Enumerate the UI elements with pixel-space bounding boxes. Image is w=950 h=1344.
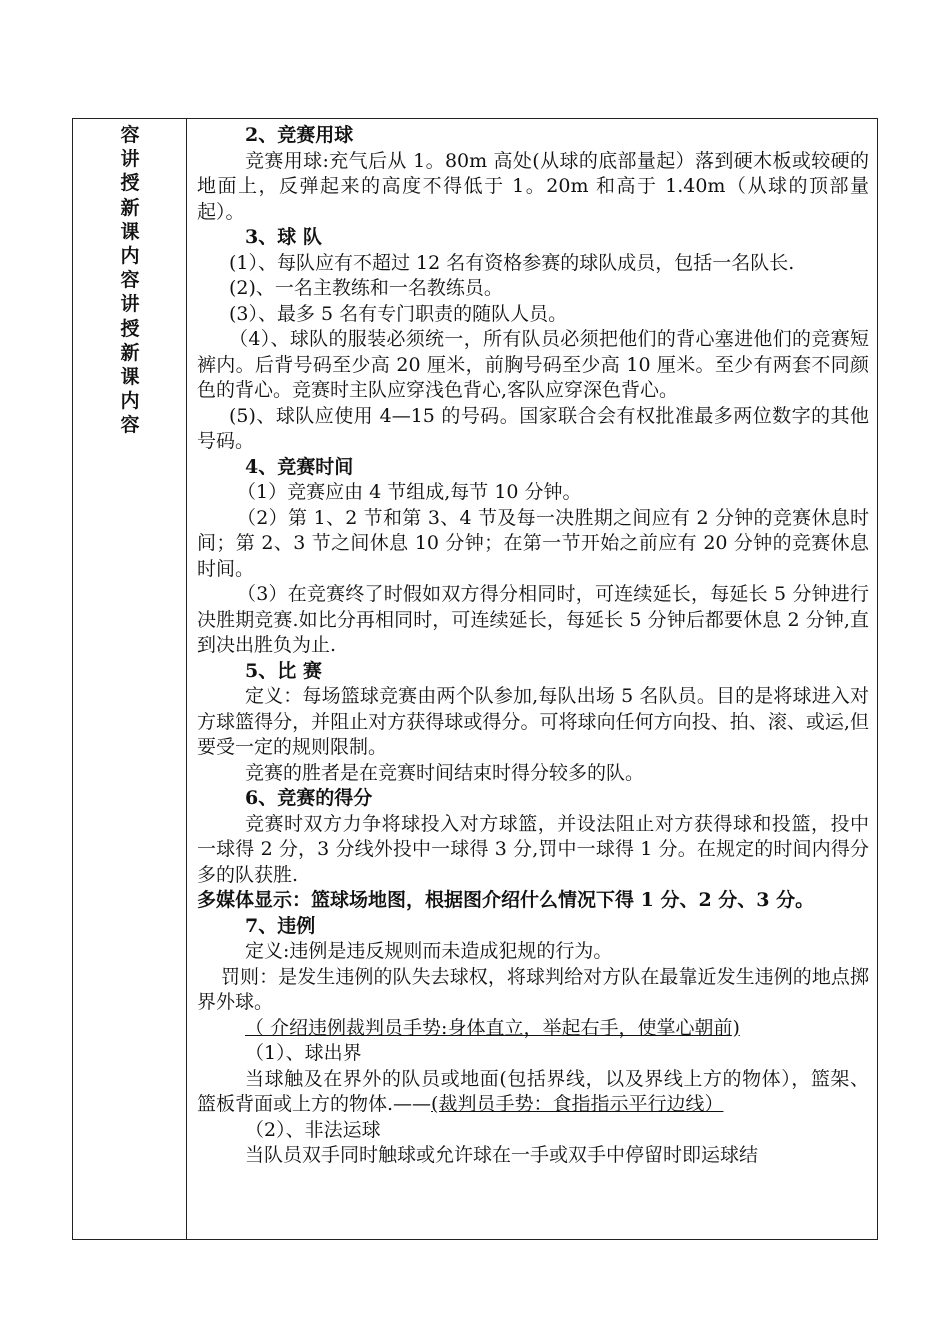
section-heading: 4、竞赛时间: [245, 455, 354, 478]
side-char: 容: [120, 124, 140, 146]
side-char: 课: [120, 366, 140, 389]
side-char: 内: [120, 245, 140, 268]
side-char: 内: [120, 390, 140, 413]
gesture-note: [197, 1016, 869, 1042]
paragraph: 竞赛用球:充气后从 1。80m 高处(从球的底部量起）落到硬木板或较硬的地面上，反弹起来的高度不得低于 1。20m 和高于 1.40m（从球的顶部量起）。: [197, 149, 869, 223]
section-heading: 6、竞赛的得分: [245, 787, 373, 809]
list-item: （4）、球队的服装必须统一，所有队员必须把他们的背心塞进他们的竞赛短裤内。后背号码至少高 20 厘米，前胸号码至少高 10 厘米。至少有两套不同颜色的背心。竞赛时主队应穿浅色背心,客队应穿深色背心。: [197, 328, 869, 401]
gesture-note-text: （ 介绍违例裁判员手势:身体直立，举起右手，使掌心朝前): [245, 1016, 740, 1039]
side-char: 新: [120, 341, 140, 364]
content-cell: [197, 123, 869, 1169]
side-char: 容: [120, 269, 140, 292]
paragraph: 定义：每场篮球竞赛由两个队参加,每队出场 5 名队员。目的是将球进入对方球篮得分，并阻止对方获得球或得分。可将球向任何方向投、拍、滚、或运,但要受一定的规则限制。: [197, 685, 869, 758]
definition-text: 定义:违例是违反规则而未造成犯规的行为。: [245, 940, 613, 962]
section-heading: 5、比 赛: [245, 659, 322, 682]
side-label-cell: [73, 119, 187, 1239]
lesson-table: [72, 118, 878, 1240]
list-item: (1）、每队应有不超过 12 名有资格参赛的球队成员，包括一名队长.: [229, 251, 795, 274]
side-char: 讲: [120, 293, 140, 316]
side-label: [73, 123, 187, 438]
paragraph: 当队员双手同时触球或允许球在一手或双手中停留时即运球结: [245, 1144, 759, 1166]
list-item: （2）第 1、2 节和第 3、4 节及每一决胜期之间应有 2 分钟的竞赛休息时间；第 2、3 节之间休息 10 分钟；在第一节开始之前应有 20 分钟的竞赛休息时间。: [197, 506, 869, 580]
side-char: 讲: [120, 148, 140, 171]
side-char: 容: [120, 414, 140, 437]
side-char: 新: [120, 196, 140, 219]
section-heading: 2、竞赛用球: [245, 124, 354, 146]
out-of-bounds-text: 当球触及在界外的队员或地面(包括界线，以及界线上方的物体），篮架、篮板背面或上方的物体.——: [197, 1067, 869, 1115]
side-char: 授: [120, 172, 140, 195]
paragraph: 竞赛时双方力争将球投入对方球篮，并设法阻止对方获得球和投篮，投中一球得 2 分，3 分线外投中一球得 3 分,罚中一球得 1 分。在规定的时间内得分多的队获胜.: [197, 812, 869, 886]
penalty-text: 罚则：是发生违例的队失去球权，将球判给对方队在最靠近发生违例的地点掷界外球。: [197, 965, 869, 1013]
list-item: (5)、球队应使用 4—15 的号码。国家联合会有权批准最多两位数字的其他号码。: [197, 404, 869, 452]
side-char: 课: [120, 220, 140, 243]
section-heading: 3、球 队: [245, 226, 322, 248]
side-char: 授: [120, 317, 140, 340]
multimedia-note: 多媒体显示：篮球场地图，根据图介绍什么情况下得 1 分、2 分、3 分。: [197, 889, 815, 911]
subsection-title: （1）、球出界: [245, 1042, 362, 1064]
referee-gesture-note: (裁判员手势：食指指示平行边线）: [431, 1093, 724, 1115]
paragraph: [197, 1067, 869, 1118]
paragraph: 竞赛的胜者是在竞赛时间结束时得分较多的队。: [245, 761, 645, 784]
list-item: (2)、一名主教练和一名教练员。: [229, 277, 503, 299]
list-item: （1）竞赛应由 4 节组成,每节 10 分钟。: [237, 481, 582, 503]
section-heading: 7、违例: [245, 914, 316, 937]
list-item: (3）、最多 5 名有专门职责的随队人员。: [229, 302, 568, 325]
list-item: （3）在竞赛终了时假如双方得分相同时，可连续延长，每延长 5 分钟进行决胜期竞赛.如比分再相同时，可连续延长，每延长 5 分钟后都要休息 2 分钟,直到决出胜负为止.: [197, 583, 869, 656]
subsection-title: （2）、非法运球: [245, 1118, 381, 1141]
